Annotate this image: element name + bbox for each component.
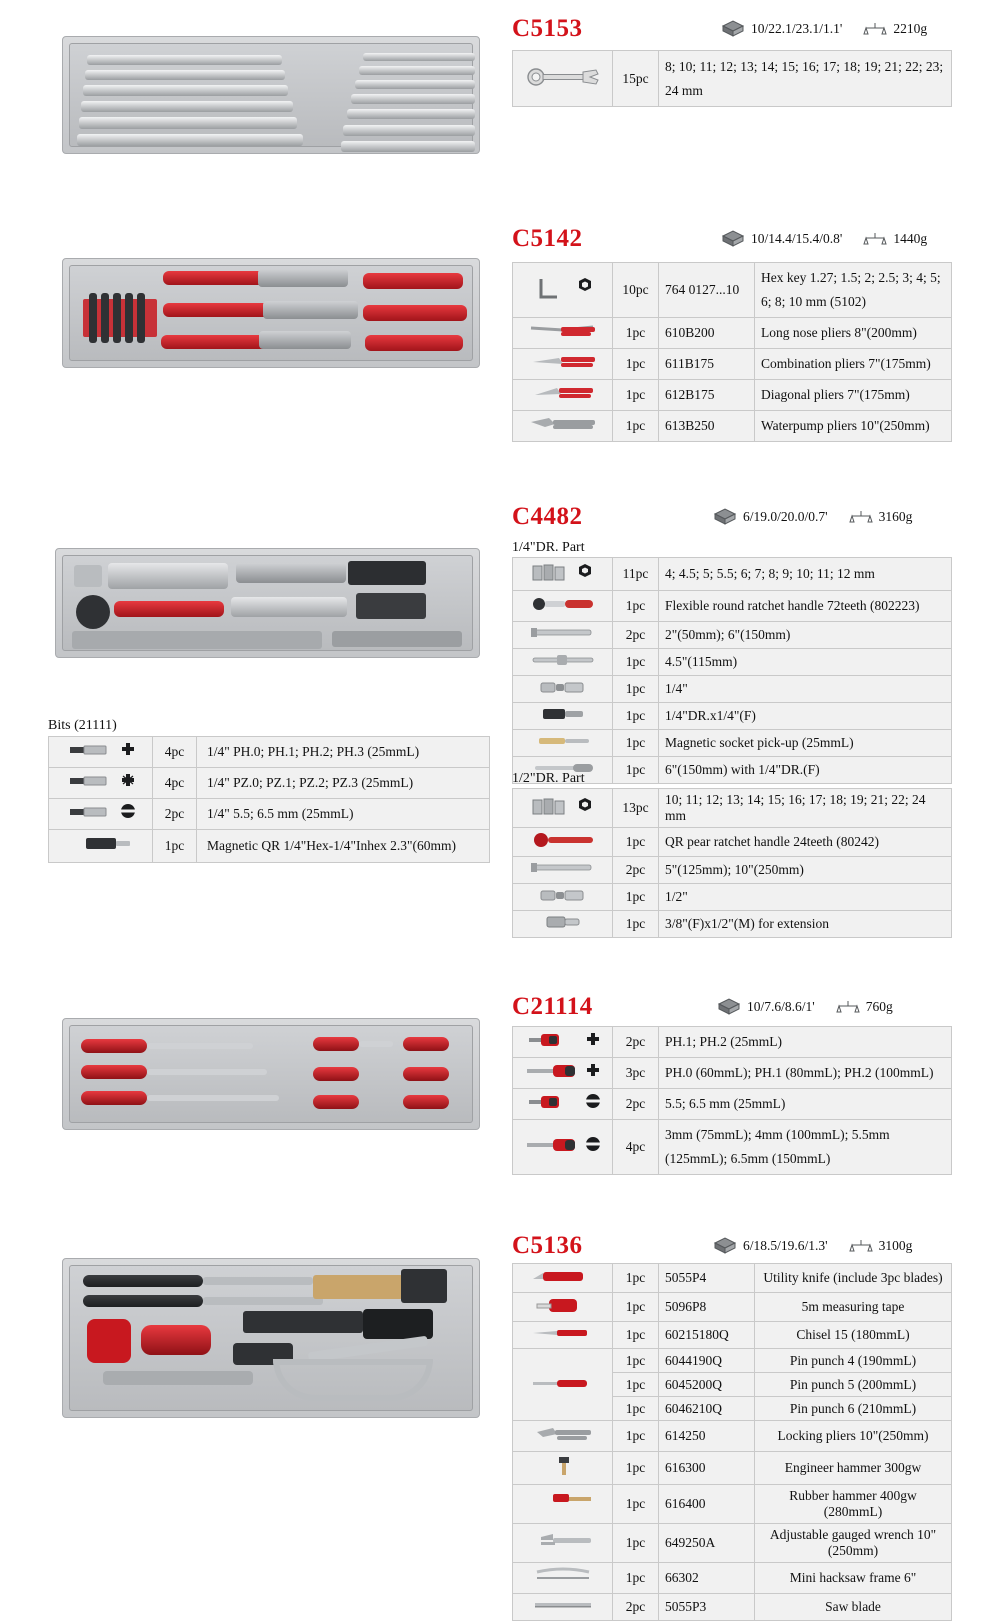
weight-text: 3160g xyxy=(878,508,913,524)
tray-photo-c5142 xyxy=(62,258,480,368)
row-qty: 1pc xyxy=(613,649,659,676)
row-desc: 5"(125mm); 10"(250mm) xyxy=(659,857,952,884)
row-part-number: 610B200 xyxy=(659,318,755,349)
weight-text: 2210g xyxy=(893,20,928,36)
row-desc: 3/8"(F)x1/2"(M) for extension xyxy=(659,911,952,938)
package-weight xyxy=(864,21,927,37)
bits-title: Bits (21111) xyxy=(48,718,117,733)
table-row xyxy=(49,768,490,799)
row-icon-stubby-phillips xyxy=(513,1027,613,1058)
row-qty: 2pc xyxy=(613,1027,659,1058)
row-desc: 1/4" PZ.0; PZ.1; PZ.2; PZ.3 (25mmL) xyxy=(197,768,490,799)
set-code-c21114: C21114 xyxy=(512,993,593,1020)
socket-set-icon xyxy=(523,561,603,583)
row-desc: 1/4"DR.x1/4"(F) xyxy=(659,703,952,730)
row-desc: Locking pliers 10"(250mm) xyxy=(755,1421,952,1452)
set-code-c5142: C5142 xyxy=(512,225,583,252)
row-part-number: 616400 xyxy=(659,1485,755,1524)
row-icon-saw-blade xyxy=(513,1594,613,1621)
row-qty: 1pc xyxy=(613,1485,659,1524)
table-row xyxy=(513,318,952,349)
row-icon-diagonal-pliers xyxy=(513,380,613,411)
pin-punch-icon xyxy=(523,1363,603,1403)
meta-c5153 xyxy=(720,20,927,37)
scale-icon xyxy=(837,999,861,1015)
row-qty: 1pc xyxy=(613,1524,659,1563)
row-icon-phillips-screwdriver xyxy=(513,1058,613,1089)
table-row xyxy=(513,789,952,828)
row-desc: 1/2" xyxy=(659,884,952,911)
row-qty: 1pc xyxy=(153,830,197,863)
row-desc: Magnetic socket pick-up (25mmL) xyxy=(659,730,952,757)
row-qty: 1pc xyxy=(613,1373,659,1397)
table-row xyxy=(49,737,490,768)
row-desc: 5m measuring tape xyxy=(755,1293,952,1322)
row-desc: Pin punch 6 (210mmL) xyxy=(755,1397,952,1421)
meta-c21114 xyxy=(716,998,893,1015)
row-icon-pear-ratchet xyxy=(513,828,613,857)
row-qty: 1pc xyxy=(613,911,659,938)
row-qty: 2pc xyxy=(613,857,659,884)
row-icon-long-nose-pliers xyxy=(513,318,613,349)
row-qty: 11pc xyxy=(613,558,659,591)
table-row xyxy=(513,558,952,591)
locking-pliers-icon xyxy=(523,1424,603,1444)
table-row xyxy=(513,1594,952,1621)
row-icon-extension-bar xyxy=(513,857,613,884)
tray-photo-c4482 xyxy=(55,548,480,658)
row-icon-pin-punch xyxy=(513,1349,613,1421)
stubby-slotted-icon xyxy=(519,1092,611,1112)
table-row xyxy=(513,857,952,884)
box-icon xyxy=(712,1237,738,1254)
row-desc: Chisel 15 (180mmL) xyxy=(755,1322,952,1349)
table-row xyxy=(513,263,952,318)
package-weight xyxy=(837,999,893,1015)
row-part-number: 5055P3 xyxy=(659,1594,755,1621)
bit-holder-icon xyxy=(523,706,603,722)
row-desc: Diagonal pliers 7"(175mm) xyxy=(755,380,952,411)
row-qty: 2pc xyxy=(613,1594,659,1621)
row-desc: Pin punch 5 (200mmL) xyxy=(755,1373,952,1397)
engineer-hammer-icon xyxy=(523,1455,603,1477)
row-qty: 1pc xyxy=(613,1563,659,1594)
scale-icon xyxy=(850,1238,874,1254)
package-dimensions xyxy=(716,998,815,1015)
row-desc: 1/4" 5.5; 6.5 mm (25mmL) xyxy=(197,799,490,830)
magnetic-pickup-icon xyxy=(523,733,603,749)
row-icon-combination-wrench xyxy=(513,51,613,107)
table-row xyxy=(513,380,952,411)
hacksaw-frame-icon xyxy=(523,1566,603,1586)
row-part-number: 60215180Q xyxy=(659,1322,755,1349)
row-qty: 4pc xyxy=(153,737,197,768)
adaptor-icon xyxy=(523,914,603,930)
row-qty: 1pc xyxy=(613,1397,659,1421)
table-row xyxy=(513,1349,952,1373)
table-row xyxy=(513,51,952,107)
row-qty: 1pc xyxy=(613,1349,659,1373)
row-desc: 1/4" xyxy=(659,676,952,703)
row-part-number: 6046210Q xyxy=(659,1397,755,1421)
dimensions-text: 10/14.4/15.4/0.8' xyxy=(751,230,843,246)
row-icon-slotted-screwdriver xyxy=(513,1120,613,1175)
table-row xyxy=(513,1485,952,1524)
row-desc: Rubber hammer 400gw (280mmL) xyxy=(755,1485,952,1524)
tray-photo-c5153 xyxy=(62,36,480,154)
row-icon-rubber-hammer xyxy=(513,1485,613,1524)
phillips-screwdriver-icon xyxy=(519,1061,611,1081)
tray-photo-c21114 xyxy=(62,1018,480,1130)
table-row xyxy=(513,1452,952,1485)
package-dimensions xyxy=(712,1237,828,1254)
table-row xyxy=(513,730,952,757)
bits-table xyxy=(48,736,490,863)
row-desc: Utility knife (include 3pc blades) xyxy=(755,1264,952,1293)
row-part-number: 764 0127...10 xyxy=(659,263,755,318)
pozidriv-bit-icon xyxy=(56,771,146,791)
package-weight xyxy=(850,1238,913,1254)
row-icon-hacksaw-frame xyxy=(513,1563,613,1594)
row-qty: 3pc xyxy=(613,1058,659,1089)
table-row xyxy=(513,349,952,380)
row-qty: 1pc xyxy=(613,828,659,857)
row-qty: 1pc xyxy=(613,380,659,411)
spec-table-c5153 xyxy=(512,50,952,107)
weight-text: 1440g xyxy=(893,230,928,246)
spec-table-c5142 xyxy=(512,262,952,442)
table-row xyxy=(513,911,952,938)
row-part-number: 611B175 xyxy=(659,349,755,380)
row-icon-adaptor xyxy=(513,911,613,938)
dimensions-text: 6/19.0/20.0/0.7' xyxy=(743,508,828,524)
table-row xyxy=(513,1524,952,1563)
saw-blade-icon xyxy=(523,1597,603,1613)
utility-knife-icon xyxy=(523,1267,603,1285)
spec-table-c5136 xyxy=(512,1263,952,1621)
box-icon xyxy=(720,20,746,37)
dimensions-text: 10/7.6/8.6/1' xyxy=(747,998,815,1014)
row-desc: 5.5; 6.5 mm (25mmL) xyxy=(659,1089,952,1120)
row-qty: 1pc xyxy=(613,1264,659,1293)
row-desc: 3mm (75mmL); 4mm (100mmL); 5.5mm (125mmL); 6.5mm (150mmL) xyxy=(659,1120,952,1175)
row-icon-magnetic-bit-holder xyxy=(49,830,153,863)
row-part-number: 614250 xyxy=(659,1421,755,1452)
long-nose-pliers-icon xyxy=(523,321,603,341)
extension-bar-icon xyxy=(523,860,603,876)
row-qty: 1pc xyxy=(613,1421,659,1452)
package-weight xyxy=(850,509,913,525)
meta-c5142 xyxy=(720,230,927,247)
row-icon-utility-knife xyxy=(513,1264,613,1293)
row-qty: 1pc xyxy=(613,1322,659,1349)
scale-icon xyxy=(850,509,874,525)
row-icon-socket-set xyxy=(513,558,613,591)
row-icon-phillips-bit xyxy=(49,737,153,768)
table-row xyxy=(513,676,952,703)
row-desc: 1/4" PH.0; PH.1; PH.2; PH.3 (25mmL) xyxy=(197,737,490,768)
row-desc: Long nose pliers 8"(200mm) xyxy=(755,318,952,349)
package-weight xyxy=(864,231,927,247)
box-icon xyxy=(712,508,738,525)
row-qty: 1pc xyxy=(613,591,659,622)
row-icon-sliding-bar xyxy=(513,649,613,676)
table-row xyxy=(513,411,952,442)
row-qty: 1pc xyxy=(613,730,659,757)
stubby-phillips-icon xyxy=(519,1030,611,1050)
row-icon-stubby-slotted xyxy=(513,1089,613,1120)
row-desc: Engineer hammer 300gw xyxy=(755,1452,952,1485)
row-desc: 4.5"(115mm) xyxy=(659,649,952,676)
table-row xyxy=(513,649,952,676)
row-desc: Hex key 1.27; 1.5; 2; 2.5; 3; 4; 5; 6; 8; 10 mm (5102) xyxy=(755,263,952,318)
row-desc: Mini hacksaw frame 6" xyxy=(755,1563,952,1594)
scale-icon xyxy=(864,231,888,247)
slotted-bit-icon xyxy=(56,802,146,822)
waterpump-pliers-icon xyxy=(523,414,603,434)
row-desc: Combination pliers 7"(175mm) xyxy=(755,349,952,380)
combination-pliers-icon xyxy=(523,352,603,372)
row-icon-universal-joint xyxy=(513,884,613,911)
dimensions-text: 10/22.1/23.1/1.1' xyxy=(751,20,843,36)
row-desc: Adjustable gauged wrench 10"(250mm) xyxy=(755,1524,952,1563)
row-part-number: 5096P8 xyxy=(659,1293,755,1322)
row-desc: 6"(150mm) with 1/4"DR.(F) xyxy=(659,757,952,784)
package-dimensions xyxy=(720,230,842,247)
flexible-ratchet-icon xyxy=(523,594,603,614)
row-icon-universal-joint xyxy=(513,676,613,703)
subsection-title-quarter-inch: 1/4"DR. Part xyxy=(512,540,585,555)
row-icon-socket-set xyxy=(513,789,613,828)
universal-joint-icon xyxy=(523,679,603,695)
row-desc: PH.1; PH.2 (25mmL) xyxy=(659,1027,952,1058)
rubber-hammer-icon xyxy=(523,1491,603,1513)
table-row xyxy=(513,622,952,649)
phillips-bit-icon xyxy=(56,740,146,760)
row-qty: 1pc xyxy=(613,411,659,442)
row-qty: 1pc xyxy=(613,318,659,349)
row-icon-pozidriv-bit xyxy=(49,768,153,799)
row-desc: Saw blade xyxy=(755,1594,952,1621)
table-row xyxy=(513,1421,952,1452)
table-row xyxy=(513,1293,952,1322)
spec-table-c21114 xyxy=(512,1026,952,1175)
extension-bar-icon xyxy=(523,625,603,641)
row-qty: 1pc xyxy=(613,757,659,784)
box-icon xyxy=(716,998,742,1015)
row-part-number: 5055P4 xyxy=(659,1264,755,1293)
row-qty: 2pc xyxy=(613,622,659,649)
row-desc: Flexible round ratchet handle 72teeth (802223) xyxy=(659,591,952,622)
table-row xyxy=(513,1563,952,1594)
row-qty: 13pc xyxy=(613,789,659,828)
scale-icon xyxy=(864,21,888,37)
table-row xyxy=(513,884,952,911)
row-qty: 4pc xyxy=(153,768,197,799)
table-row xyxy=(513,1120,952,1175)
table-row xyxy=(513,703,952,730)
table-row xyxy=(49,799,490,830)
spec-table-c4482-quarter xyxy=(512,557,952,784)
row-icon-locking-pliers xyxy=(513,1421,613,1452)
table-row xyxy=(513,591,952,622)
row-qty: 1pc xyxy=(613,676,659,703)
row-icon-slotted-bit xyxy=(49,799,153,830)
row-desc: 10; 11; 12; 13; 14; 15; 16; 17; 18; 19; 21; 22; 24 mm xyxy=(659,789,952,828)
set-code-c4482: C4482 xyxy=(512,503,583,530)
sliding-bar-icon xyxy=(523,652,603,668)
row-part-number: 6044190Q xyxy=(659,1349,755,1373)
pear-ratchet-icon xyxy=(523,831,603,849)
table-row xyxy=(513,1322,952,1349)
package-dimensions xyxy=(712,508,828,525)
table-row xyxy=(513,828,952,857)
row-icon-combination-pliers xyxy=(513,349,613,380)
row-qty: 15pc xyxy=(613,51,659,107)
magnetic-bit-holder-icon xyxy=(56,833,146,855)
chisel-icon xyxy=(523,1325,603,1341)
meta-c5136 xyxy=(712,1237,912,1254)
tray-photo-c5136 xyxy=(62,1258,480,1418)
measuring-tape-icon xyxy=(523,1296,603,1314)
table-row xyxy=(49,830,490,863)
box-icon xyxy=(720,230,746,247)
row-qty: 2pc xyxy=(613,1089,659,1120)
table-row xyxy=(513,1058,952,1089)
row-qty: 1pc xyxy=(613,349,659,380)
row-desc: Magnetic QR 1/4"Hex-1/4"Inhex 2.3"(60mm) xyxy=(197,830,490,863)
row-qty: 1pc xyxy=(613,884,659,911)
weight-text: 3100g xyxy=(878,1237,913,1253)
row-part-number: 66302 xyxy=(659,1563,755,1594)
adjustable-wrench-icon xyxy=(523,1531,603,1551)
dimensions-text: 6/18.5/19.6/1.3' xyxy=(743,1237,828,1253)
row-part-number: 613B250 xyxy=(659,411,755,442)
row-icon-hex-key xyxy=(513,263,613,318)
row-icon-chisel xyxy=(513,1322,613,1349)
row-qty: 4pc xyxy=(613,1120,659,1175)
row-qty: 1pc xyxy=(613,703,659,730)
table-row xyxy=(513,1089,952,1120)
subsection-title-half-inch: 1/2"DR. Part xyxy=(512,771,585,786)
row-icon-adjustable-wrench xyxy=(513,1524,613,1563)
row-desc: QR pear ratchet handle 24teeth (80242) xyxy=(659,828,952,857)
table-row xyxy=(513,1264,952,1293)
row-icon-flexible-ratchet xyxy=(513,591,613,622)
row-desc: 2"(50mm); 6"(150mm) xyxy=(659,622,952,649)
hex-key-icon xyxy=(523,273,603,303)
meta-c4482 xyxy=(712,508,912,525)
diagonal-pliers-icon xyxy=(523,383,603,403)
socket-set-icon xyxy=(523,795,603,817)
row-part-number: 612B175 xyxy=(659,380,755,411)
row-desc: 8; 10; 11; 12; 13; 14; 15; 16; 17; 18; 19; 21; 22; 23; 24 mm xyxy=(659,51,952,107)
row-desc: Waterpump pliers 10"(250mm) xyxy=(755,411,952,442)
row-icon-extension-bar xyxy=(513,622,613,649)
set-code-c5153: C5153 xyxy=(512,15,583,42)
weight-text: 760g xyxy=(865,998,893,1014)
universal-joint-icon xyxy=(523,887,603,903)
row-icon-bit-holder xyxy=(513,703,613,730)
row-icon-magnetic-pickup xyxy=(513,730,613,757)
row-desc: PH.0 (60mmL); PH.1 (80mmL); PH.2 (100mmL) xyxy=(659,1058,952,1089)
table-row xyxy=(513,1027,952,1058)
spec-table-c4482-half xyxy=(512,788,952,938)
row-qty: 10pc xyxy=(613,263,659,318)
package-dimensions xyxy=(720,20,842,37)
row-icon-engineer-hammer xyxy=(513,1452,613,1485)
row-desc: Pin punch 4 (190mmL) xyxy=(755,1349,952,1373)
row-qty: 1pc xyxy=(613,1452,659,1485)
row-icon-waterpump-pliers xyxy=(513,411,613,442)
combination-wrench-icon xyxy=(524,66,602,88)
slotted-screwdriver-icon xyxy=(519,1135,611,1155)
row-part-number: 6045200Q xyxy=(659,1373,755,1397)
set-code-c5136: C5136 xyxy=(512,1232,583,1259)
row-part-number: 649250A xyxy=(659,1524,755,1563)
row-icon-measuring-tape xyxy=(513,1293,613,1322)
row-part-number: 616300 xyxy=(659,1452,755,1485)
row-qty: 2pc xyxy=(153,799,197,830)
row-qty: 1pc xyxy=(613,1293,659,1322)
row-desc: 4; 4.5; 5; 5.5; 6; 7; 8; 9; 10; 11; 12 mm xyxy=(659,558,952,591)
